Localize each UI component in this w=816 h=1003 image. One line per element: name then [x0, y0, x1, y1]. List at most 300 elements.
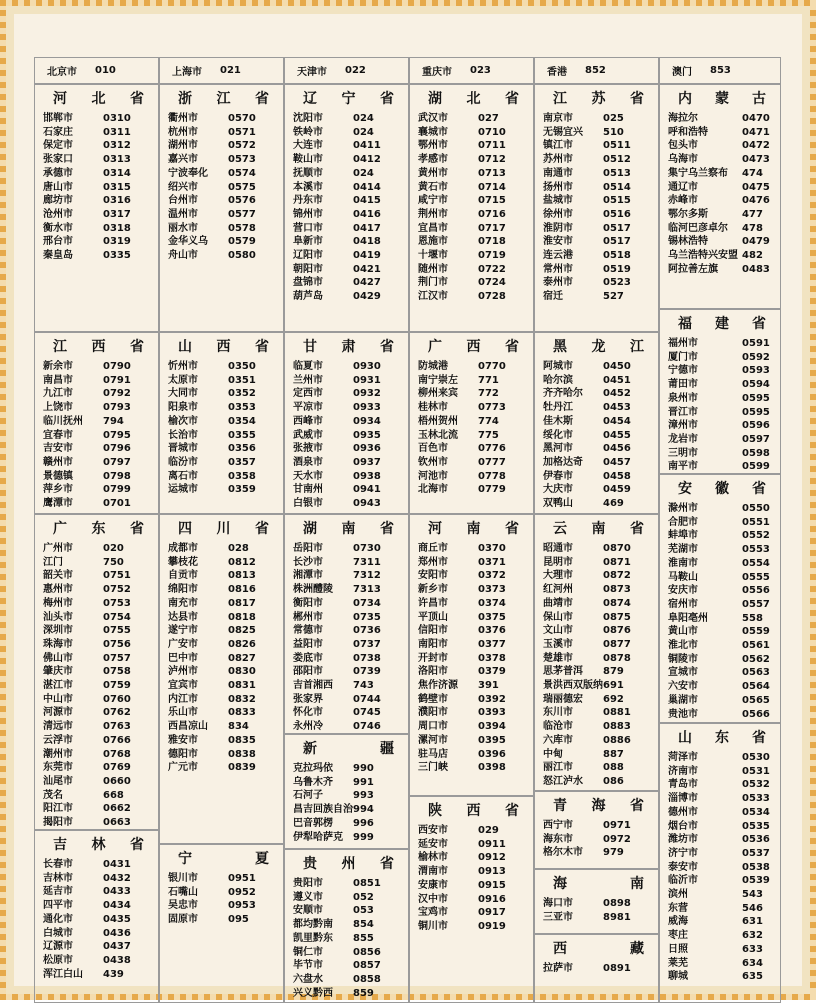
area-code: 0436 — [103, 927, 131, 939]
city-name: 重庆市 — [422, 67, 452, 78]
area-name: 克拉玛依 — [293, 763, 333, 774]
area-name: 百色市 — [418, 443, 448, 455]
area-name: 深圳市 — [43, 625, 73, 637]
area-code: 439 — [103, 968, 124, 980]
province-title: 陕 西 省 — [428, 803, 519, 819]
area-name: 咸宁市 — [418, 195, 448, 207]
code-row — [168, 470, 283, 484]
area-code: 0396 — [478, 748, 506, 760]
area-name: 长春市 — [43, 859, 73, 870]
province-title: 西 藏 — [553, 941, 644, 957]
area-name: 张家界 — [293, 693, 323, 705]
code-row — [418, 611, 533, 625]
area-name: 三亚市 — [543, 911, 573, 923]
area-name: 瑞丽德宏 — [543, 693, 583, 705]
area-name: 漳州市 — [668, 420, 698, 432]
area-code: 0592 — [742, 351, 770, 363]
area-code: 0519 — [603, 263, 631, 275]
area-code: 0770 — [478, 361, 506, 372]
area-code: 0831 — [228, 680, 256, 692]
area-name: 娄底市 — [293, 652, 323, 664]
area-code: 0350 — [228, 361, 256, 372]
code-row — [418, 865, 533, 879]
area-name: 赤峰市 — [668, 195, 698, 207]
code-row — [168, 611, 283, 625]
area-name: 广元市 — [168, 762, 198, 774]
code-row — [293, 973, 408, 987]
area-name: 莱芜 — [668, 957, 688, 969]
area-name: 宿迁 — [543, 291, 563, 303]
code-row — [293, 181, 408, 195]
area-name: 雅安市 — [168, 734, 198, 746]
area-name: 丽水市 — [168, 222, 198, 234]
province-title: 山 西 省 — [178, 339, 269, 355]
province-block — [284, 514, 409, 734]
province-block — [284, 84, 409, 332]
area-name: 德阳市 — [168, 748, 198, 760]
area-code: 0930 — [353, 361, 381, 372]
code-row — [168, 597, 283, 611]
area-name: 三明市 — [668, 447, 698, 459]
code-row — [43, 497, 158, 511]
area-code: 0757 — [103, 652, 131, 664]
area-code: 0455 — [603, 429, 631, 441]
code-row — [293, 497, 408, 511]
code-row — [168, 720, 283, 734]
area-name: 惠州市 — [43, 584, 73, 596]
code-row — [293, 987, 408, 1001]
area-name: 盐城市 — [543, 195, 573, 207]
area-name: 淮南市 — [668, 557, 698, 569]
area-name: 离石市 — [168, 470, 198, 482]
code-row — [293, 415, 408, 429]
area-code: 0393 — [478, 707, 506, 719]
area-name: 鞍山市 — [293, 154, 323, 166]
code-row — [668, 625, 780, 639]
area-name: 漯河市 — [418, 734, 448, 746]
area-name: 江汉市 — [418, 291, 448, 303]
area-name: 朝阳市 — [293, 263, 323, 275]
code-row — [418, 720, 533, 734]
code-row — [668, 708, 780, 722]
area-name: 兰州市 — [293, 374, 323, 386]
area-name: 张家口 — [43, 154, 73, 166]
area-name: 聊城 — [668, 971, 688, 983]
code-row — [418, 126, 533, 140]
code-row — [43, 789, 158, 803]
code-row — [168, 360, 283, 374]
code-row — [293, 638, 408, 652]
area-code: 691 — [603, 680, 624, 692]
area-name: 岳阳市 — [293, 543, 323, 554]
code-row — [668, 222, 780, 236]
code-row — [293, 831, 408, 845]
code-row — [168, 583, 283, 597]
code-row — [43, 597, 158, 611]
area-code: 0421 — [353, 263, 381, 275]
area-code: 0797 — [103, 456, 131, 468]
area-code: 0874 — [603, 597, 631, 609]
area-name: 黄石市 — [418, 181, 448, 193]
area-code: 0719 — [478, 250, 506, 262]
area-name: 随州市 — [418, 263, 448, 275]
area-code: 0411 — [353, 140, 381, 152]
area-code: 0317 — [103, 208, 131, 220]
code-row — [168, 112, 283, 126]
area-name: 浑江白山 — [43, 968, 83, 980]
code-row — [418, 387, 533, 401]
code-row — [418, 542, 533, 556]
area-code: 0891 — [603, 963, 631, 974]
area-code: 0472 — [742, 140, 770, 152]
province-block — [284, 849, 409, 1003]
area-code: 0734 — [353, 597, 381, 609]
area-name: 石家庄 — [43, 126, 73, 138]
area-code: 0756 — [103, 638, 131, 650]
area-name: 沧州市 — [43, 208, 73, 220]
area-name: 龙岩市 — [668, 433, 698, 445]
area-code: 0559 — [742, 626, 770, 638]
code-row — [43, 583, 158, 597]
area-code: 469 — [603, 498, 624, 510]
area-code: 0595 — [742, 406, 770, 418]
code-row — [543, 401, 658, 415]
code-row — [43, 483, 158, 497]
area-name: 潍坊市 — [668, 834, 698, 846]
area-name: 固原市 — [168, 914, 198, 926]
area-code: 994 — [353, 804, 374, 816]
area-name: 天水市 — [293, 470, 323, 482]
area-name: 大同市 — [168, 388, 198, 400]
area-code: 0517 — [603, 236, 631, 248]
code-row — [43, 748, 158, 762]
code-sheet — [14, 14, 802, 999]
area-code: 028 — [228, 543, 249, 554]
area-code: 0595 — [742, 392, 770, 404]
area-code: 0578 — [228, 222, 256, 234]
area-name: 菏泽市 — [668, 752, 698, 763]
area-name: 内江市 — [168, 693, 198, 705]
area-code: 0371 — [478, 556, 506, 568]
code-row — [168, 181, 283, 195]
code-row — [168, 429, 283, 443]
code-row — [293, 208, 408, 222]
area-name: 双鸭山 — [543, 498, 573, 510]
area-code: 0817 — [228, 597, 256, 609]
area-name: 济宁市 — [668, 847, 698, 859]
code-row — [668, 639, 780, 653]
area-code: 474 — [742, 167, 763, 179]
code-row — [543, 693, 658, 707]
area-name: 滁州市 — [668, 503, 698, 514]
area-name: 云浮市 — [43, 734, 73, 746]
code-row — [293, 263, 408, 277]
area-code: 0576 — [228, 195, 256, 207]
area-code: 0571 — [228, 126, 256, 138]
area-name: 南宁崇左 — [418, 374, 458, 386]
area-code: 0533 — [742, 793, 770, 805]
area-name: 福州市 — [668, 338, 698, 349]
area-code: 543 — [742, 889, 763, 901]
code-row — [293, 222, 408, 236]
area-code: 0314 — [103, 167, 131, 179]
province-title: 宁 夏 — [178, 851, 269, 867]
province-block — [659, 84, 781, 309]
area-name: 昌吉回族自治 — [293, 804, 353, 816]
code-row — [418, 374, 533, 388]
area-code: 0752 — [103, 584, 131, 596]
code-row — [418, 456, 533, 470]
area-name: 萍乡市 — [43, 484, 73, 496]
area-name: 盘锦市 — [293, 277, 323, 289]
code-row — [668, 208, 780, 222]
area-name: 锦州市 — [293, 208, 323, 220]
code-row — [668, 888, 780, 902]
area-code: 0437 — [103, 941, 131, 953]
code-row — [543, 679, 658, 693]
area-name: 防城港 — [418, 361, 448, 372]
code-row — [43, 126, 158, 140]
area-name: 邯郸市 — [43, 113, 73, 124]
area-name: 广安市 — [168, 638, 198, 650]
area-name: 江门 — [43, 556, 63, 568]
area-code: 0716 — [478, 208, 506, 220]
city-header — [534, 57, 659, 84]
code-row — [43, 954, 158, 968]
area-code: 0795 — [103, 429, 131, 441]
code-row — [668, 351, 780, 365]
area-name: 宿州市 — [668, 598, 698, 610]
area-code: 0792 — [103, 388, 131, 400]
code-row — [418, 624, 533, 638]
area-code: 0392 — [478, 693, 506, 705]
area-name: 荆门市 — [418, 277, 448, 289]
code-row — [668, 680, 780, 694]
area-code: 0564 — [742, 681, 770, 693]
code-row — [668, 460, 780, 474]
area-name: 辽阳市 — [293, 250, 323, 262]
area-name: 佛山市 — [43, 652, 73, 664]
area-name: 巴音郭楞 — [293, 817, 333, 829]
code-row — [418, 235, 533, 249]
area-code: 0438 — [103, 954, 131, 966]
code-row — [543, 167, 658, 181]
area-name: 湛江市 — [43, 680, 73, 692]
area-name: 毕节市 — [293, 960, 323, 972]
code-row — [168, 638, 283, 652]
code-row — [293, 904, 408, 918]
code-row — [418, 679, 533, 693]
area-name: 六安市 — [668, 681, 698, 693]
area-code: 0937 — [353, 456, 381, 468]
area-name: 安康市 — [418, 879, 448, 891]
area-code: 0760 — [103, 693, 131, 705]
area-code: 0759 — [103, 680, 131, 692]
area-name: 烟台市 — [668, 820, 698, 832]
area-code: 0479 — [742, 236, 770, 248]
area-code: 0513 — [603, 167, 631, 179]
province-block — [534, 84, 659, 332]
area-code: 774 — [478, 415, 499, 427]
area-name: 玉溪市 — [543, 638, 573, 650]
area-name: 梅州市 — [43, 597, 73, 609]
city-header — [34, 57, 159, 84]
area-name: 芜湖市 — [668, 544, 698, 556]
area-code: 0414 — [353, 181, 381, 193]
area-code: 0550 — [742, 503, 770, 514]
area-code: 0827 — [228, 652, 256, 664]
area-name: 北海市 — [418, 484, 448, 496]
area-name: 长治市 — [168, 429, 198, 441]
area-name: 安顺市 — [293, 905, 323, 917]
area-name: 西宁市 — [543, 820, 573, 831]
province-title: 青 海 省 — [553, 798, 644, 814]
area-code: 478 — [742, 222, 763, 234]
area-code: 0577 — [228, 208, 256, 220]
area-code: 0730 — [353, 543, 381, 554]
area-code: 0818 — [228, 611, 256, 623]
code-row — [543, 734, 658, 748]
code-row — [293, 652, 408, 666]
area-name: 绵阳市 — [168, 584, 198, 596]
area-name: 连云港 — [543, 250, 573, 262]
area-name: 驻马店 — [418, 748, 448, 760]
area-code: 0318 — [103, 222, 131, 234]
area-code: 0593 — [742, 365, 770, 377]
area-name: 临河巴彦卓尔 — [668, 222, 728, 234]
area-code: 0311 — [103, 126, 131, 138]
province-title: 广 东 省 — [53, 521, 144, 537]
area-code: 993 — [353, 790, 374, 802]
province-title: 河 北 省 — [53, 91, 144, 107]
area-name: 阿城市 — [543, 361, 573, 372]
code-row — [43, 802, 158, 816]
area-code: 634 — [742, 957, 763, 969]
area-code: 0434 — [103, 900, 131, 912]
area-code: 0375 — [478, 611, 506, 623]
area-name: 海拉尔 — [668, 113, 698, 124]
area-name: 滨州 — [668, 889, 688, 901]
area-code: 0450 — [603, 361, 631, 372]
area-name: 景洪西双版纳 — [543, 680, 603, 692]
code-row — [418, 665, 533, 679]
code-row — [43, 913, 158, 927]
area-code: 0452 — [603, 388, 631, 400]
area-name: 新余市 — [43, 361, 73, 372]
area-code: 0374 — [478, 597, 506, 609]
code-row — [43, 415, 158, 429]
code-row — [668, 902, 780, 916]
area-code: 0531 — [742, 765, 770, 777]
area-name: 大连市 — [293, 140, 323, 152]
area-code: 0417 — [353, 222, 381, 234]
area-name: 运城市 — [168, 484, 198, 496]
code-row — [43, 360, 158, 374]
area-name: 伊春市 — [543, 470, 573, 482]
code-row — [293, 817, 408, 831]
area-name: 绥化市 — [543, 429, 573, 441]
area-name: 武汉市 — [418, 113, 448, 124]
code-row — [43, 470, 158, 484]
code-row — [418, 693, 533, 707]
area-code: 0736 — [353, 625, 381, 637]
area-code: 0594 — [742, 379, 770, 391]
area-name: 莆田市 — [668, 379, 698, 391]
area-code: 775 — [478, 429, 499, 441]
area-code: 0356 — [228, 443, 256, 455]
area-code: 0873 — [603, 584, 631, 596]
code-row — [43, 720, 158, 734]
area-name: 黄山市 — [668, 626, 698, 638]
area-name: 文山市 — [543, 625, 573, 637]
area-name: 三门峡 — [418, 762, 448, 774]
province-block — [284, 734, 409, 849]
code-row — [168, 249, 283, 263]
area-name: 自贡市 — [168, 570, 198, 582]
code-row — [168, 652, 283, 666]
area-code: 0573 — [228, 154, 256, 166]
area-code: 0798 — [103, 470, 131, 482]
code-row — [168, 194, 283, 208]
province-title: 内 蒙 古 — [678, 91, 766, 107]
area-code: 0870 — [603, 543, 631, 554]
province-title: 福 建 省 — [678, 316, 766, 332]
code-row — [543, 181, 658, 195]
area-name: 伊犁哈萨克 — [293, 831, 343, 843]
code-row — [668, 778, 780, 792]
area-code: 0952 — [228, 886, 256, 898]
area-name: 揭阳市 — [43, 817, 73, 829]
area-name: 湖州市 — [168, 140, 198, 152]
area-code: 0751 — [103, 570, 131, 582]
area-name: 临夏市 — [293, 361, 323, 372]
area-code: 750 — [103, 556, 124, 568]
area-code: 0316 — [103, 195, 131, 207]
area-code: 0662 — [103, 803, 131, 815]
area-code: 0454 — [603, 415, 631, 427]
code-row — [293, 932, 408, 946]
area-code: 0883 — [603, 721, 631, 733]
area-code: 0838 — [228, 748, 256, 760]
area-name: 遂宁市 — [168, 625, 198, 637]
area-code: 0457 — [603, 456, 631, 468]
code-row — [293, 483, 408, 497]
code-row — [668, 820, 780, 834]
code-row — [543, 497, 658, 511]
code-row — [418, 470, 533, 484]
code-row — [418, 597, 533, 611]
code-row — [293, 720, 408, 734]
area-code: 0793 — [103, 402, 131, 414]
area-code: 0459 — [603, 484, 631, 496]
code-row — [668, 364, 780, 378]
area-code: 0871 — [603, 556, 631, 568]
code-row — [43, 638, 158, 652]
area-name: 辽源市 — [43, 941, 73, 953]
area-name: 淄博市 — [668, 793, 698, 805]
area-code: 990 — [353, 763, 374, 774]
code-row — [668, 153, 780, 167]
code-row — [543, 846, 658, 860]
code-row — [543, 194, 658, 208]
area-name: 马鞍山 — [668, 571, 698, 583]
city-name: 香港 — [547, 67, 567, 78]
area-code: 0915 — [478, 879, 506, 891]
code-row — [43, 442, 158, 456]
province-block — [34, 830, 159, 1003]
code-row — [543, 775, 658, 789]
area-code: 0701 — [103, 498, 131, 510]
